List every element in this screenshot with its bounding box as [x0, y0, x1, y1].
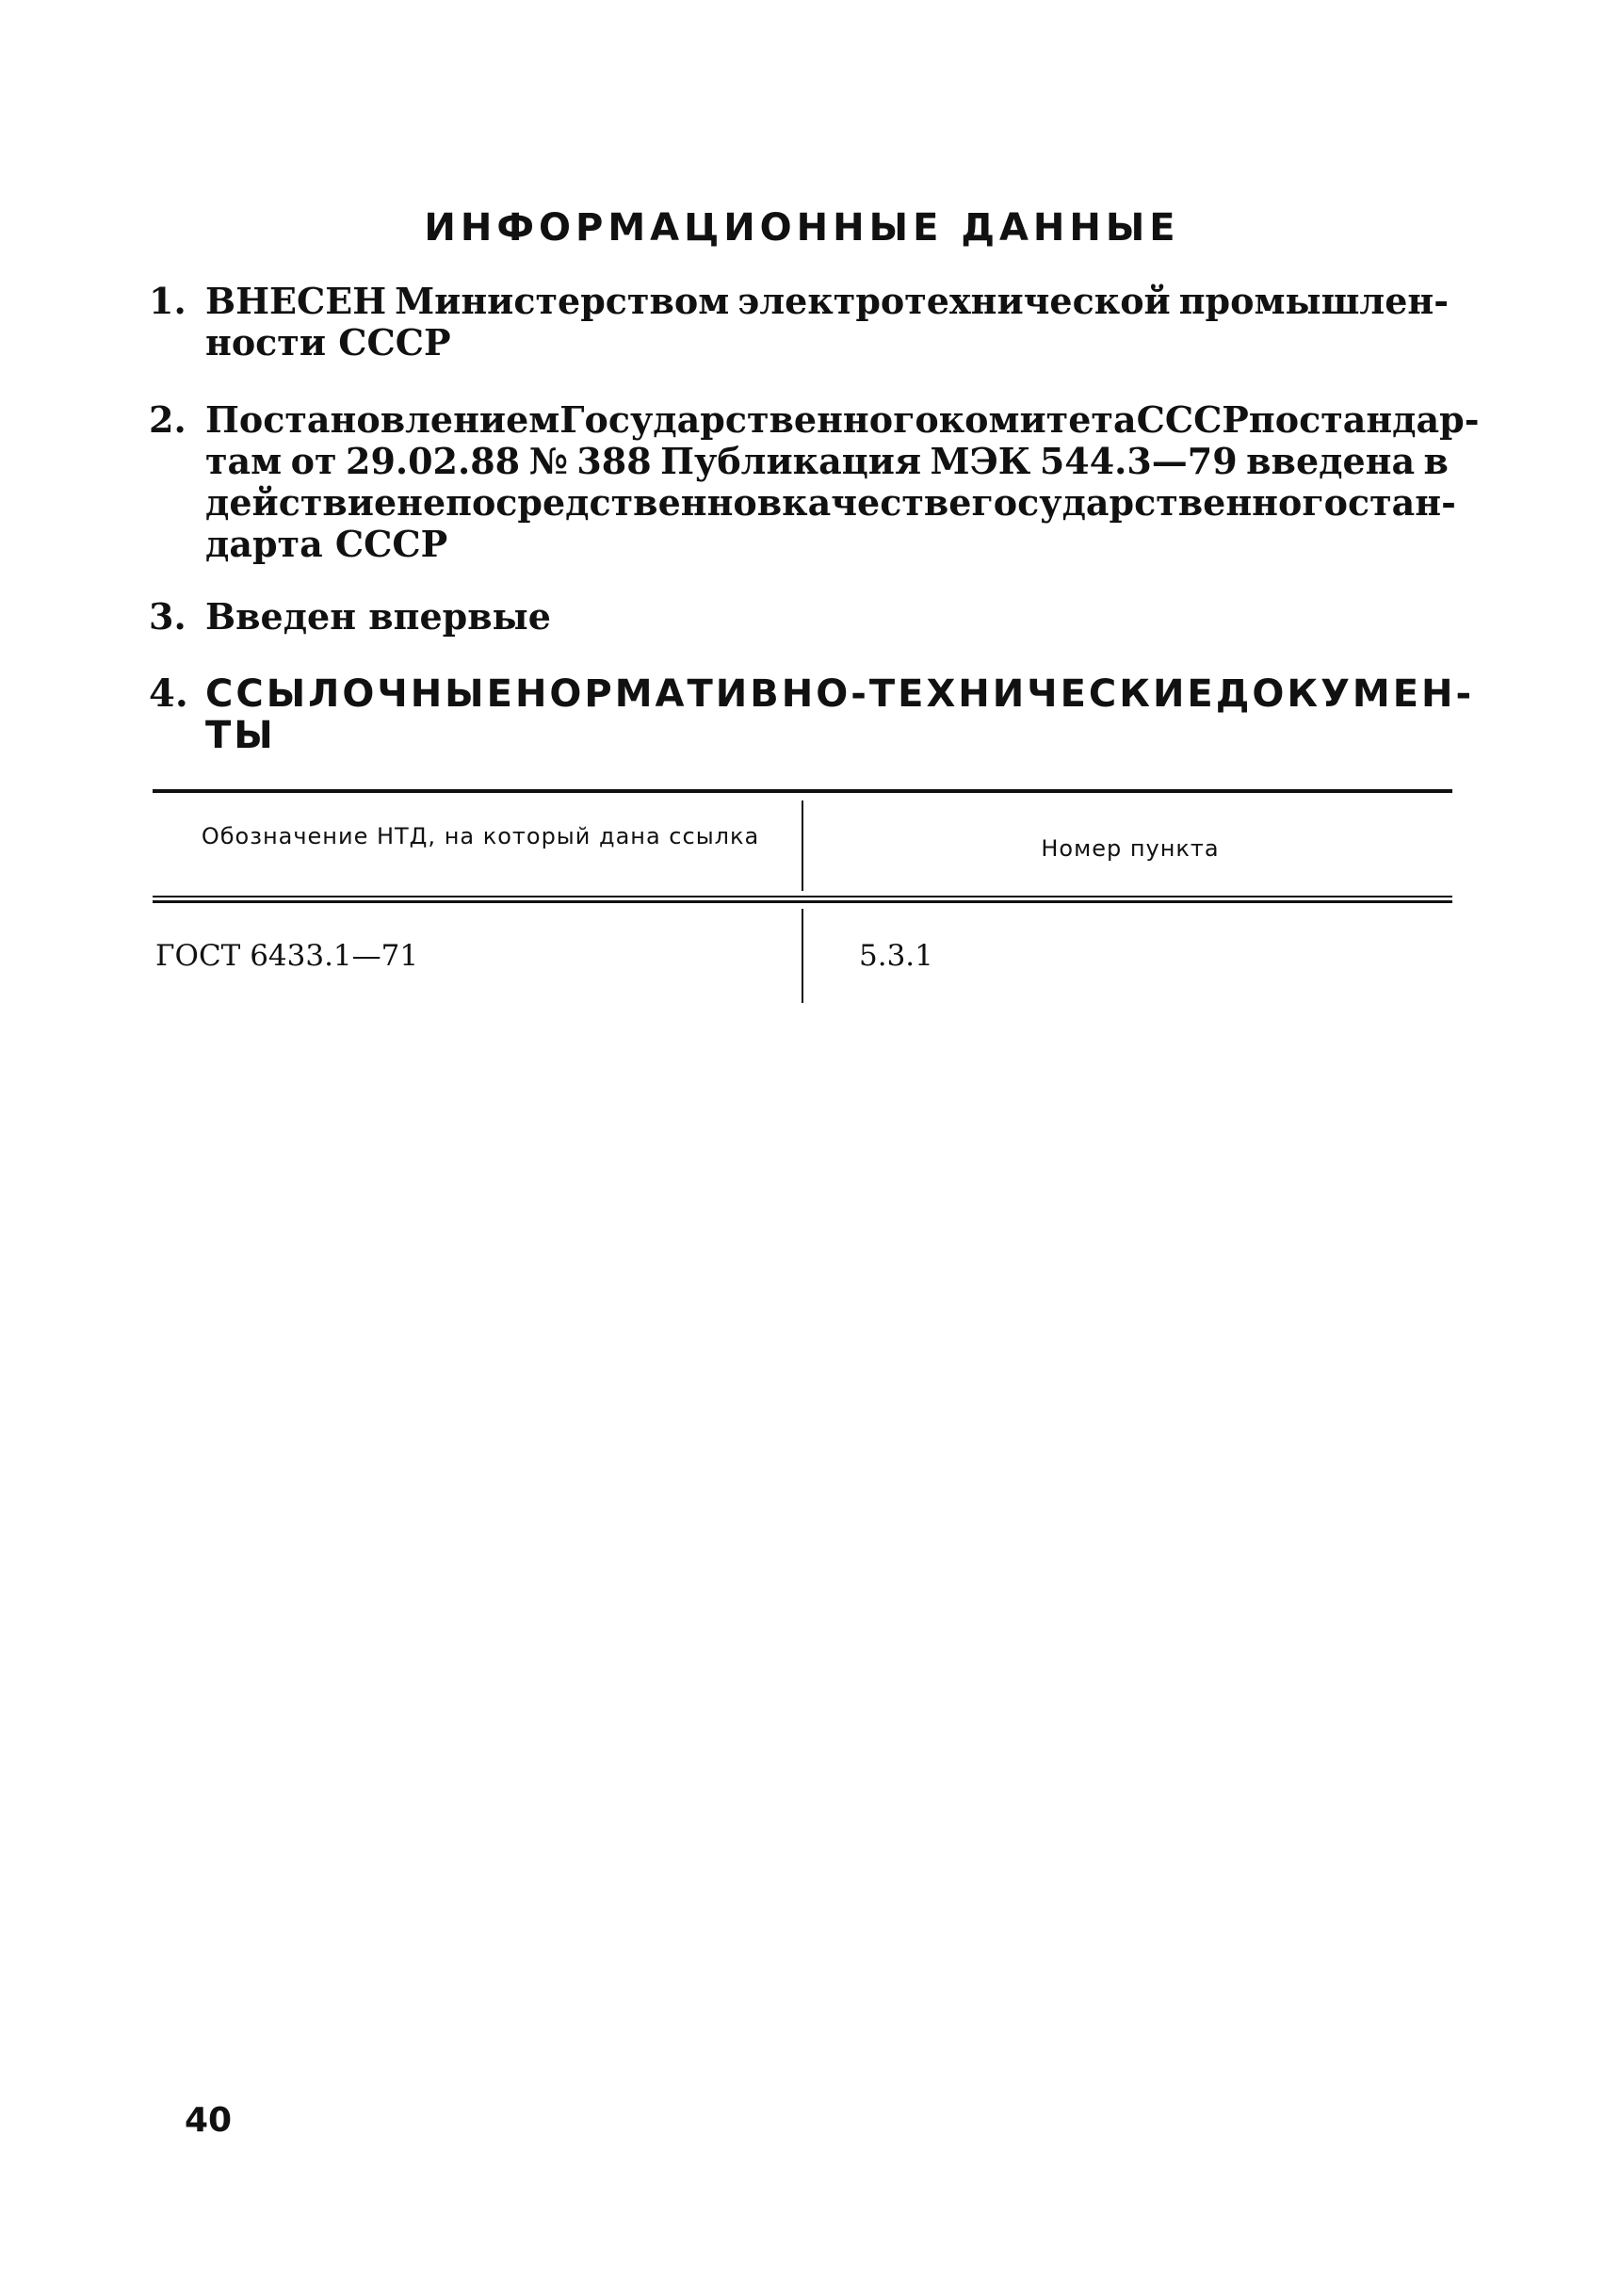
- info-item-4: [149, 671, 1475, 757]
- item-line: ВНЕСЕН Министерством электротехнической промышлен-: [205, 280, 1449, 322]
- item-line: там от 29.02.88 № 388 Публикация МЭК 544.3—79 введена в: [205, 440, 1449, 482]
- column-header-item-number: Номер пункта: [1041, 835, 1220, 862]
- header-double-rule: [153, 900, 1452, 903]
- item-number: 4.: [149, 671, 188, 716]
- info-item-3: [149, 596, 1449, 638]
- info-item-2: [149, 398, 1480, 565]
- item-number: 2.: [149, 398, 186, 441]
- info-item-1: [149, 281, 1449, 364]
- page-number: 40: [185, 2101, 233, 2140]
- item-line: Введен впервые: [205, 595, 551, 638]
- item-line: действие непосредственно в качестве государственного стан-: [205, 481, 1456, 524]
- item-line: дарта СССР: [205, 523, 448, 565]
- table-body-divider: [802, 909, 803, 1003]
- item-line: Постановлением Государственного комитета СССР по стандар-: [205, 398, 1480, 441]
- item-line: ССЫЛОЧНЫЕ НОРМАТИВНО-ТЕХНИЧЕСКИЕ ДОКУМЕН-: [205, 672, 1475, 716]
- table-header-divider: [802, 800, 803, 891]
- item-number: 3.: [149, 595, 186, 638]
- item-line: ности СССР: [205, 321, 451, 364]
- table-top-rule: [153, 789, 1452, 793]
- item-number: 1.: [149, 280, 186, 322]
- column-header-designation: Обозначение НТД, на который дана ссылка: [201, 823, 760, 849]
- header-double-rule: [153, 896, 1452, 897]
- page-title: ИНФОРМАЦИОННЫЕ ДАННЫЕ: [424, 206, 1180, 250]
- table-cell-item-number: 5.3.1: [859, 939, 933, 973]
- item-line: ТЫ: [205, 714, 276, 757]
- table-cell-designation: ГОСТ 6433.1—71: [155, 939, 419, 973]
